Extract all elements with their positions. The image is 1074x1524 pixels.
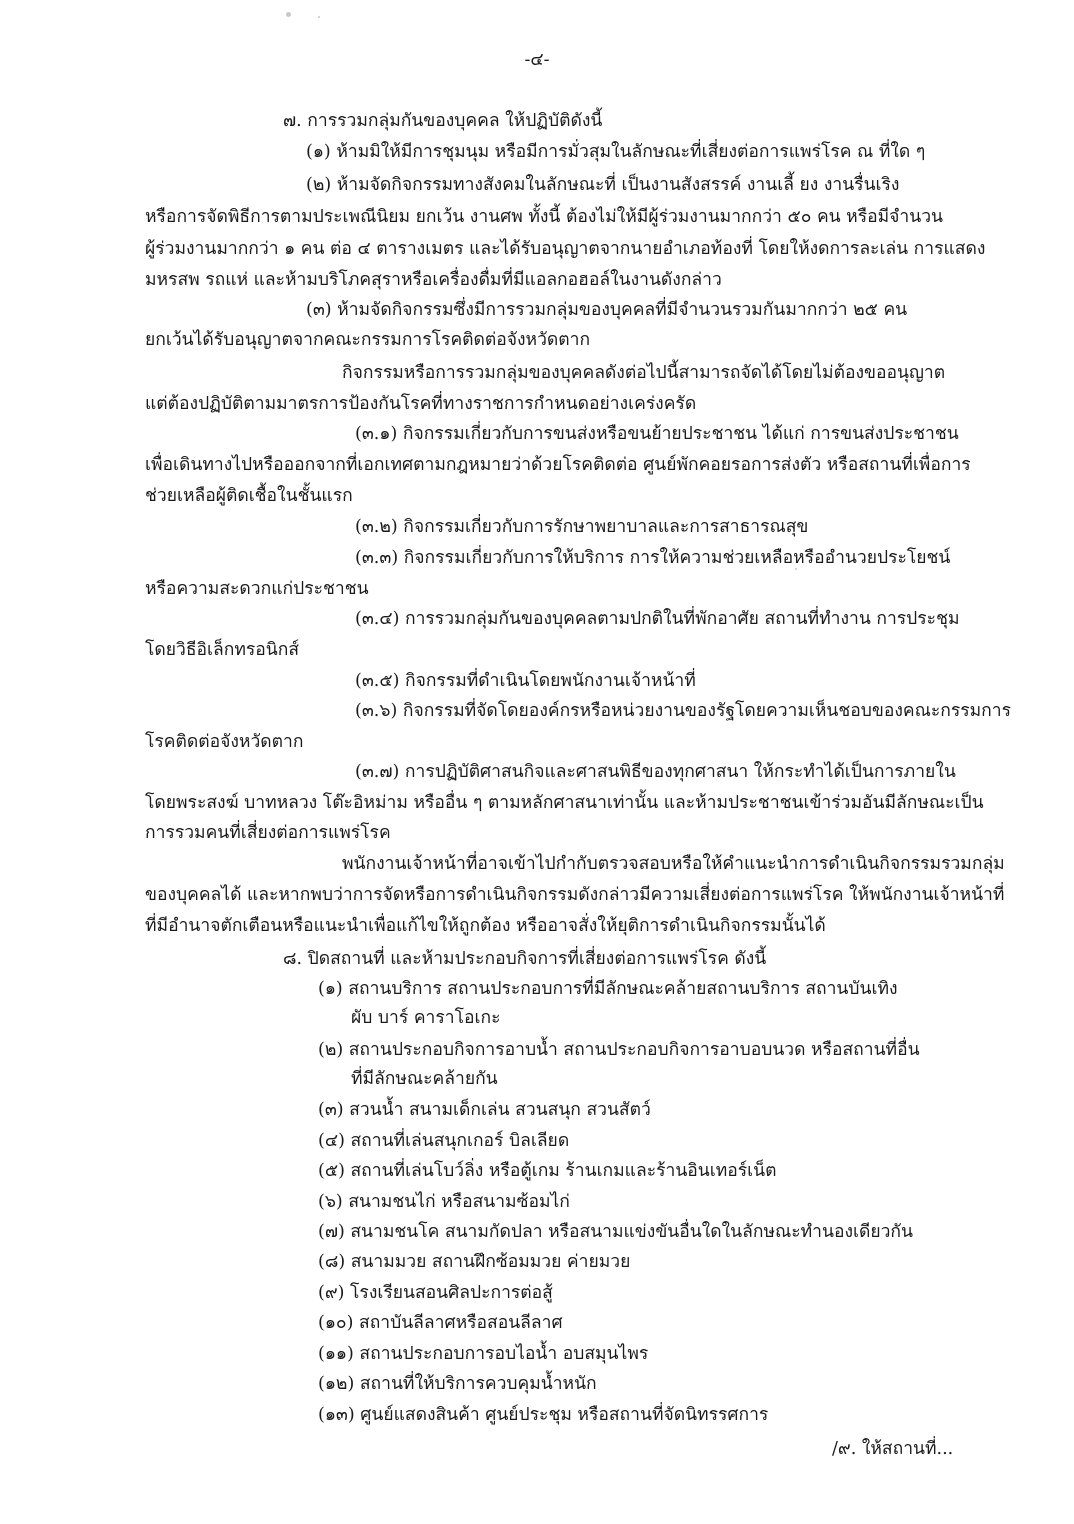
section-7-item-2-line: มหรสพ รถแห่ และห้ามบริโภคสุราหรือเครื่องดื่มที่มีแอลกอฮอล์ในงานดังกล่าว	[145, 270, 722, 290]
sub-item-3-4-line: โดยวิธีอิเล็กทรอนิกส์	[145, 640, 300, 660]
section-7-item-2-line: (๒) ห้ามจัดกิจกรรมทางสังคมในลักษณะที่ เป็นงานสังสรรค์ งานเลี้ ยง งานรื่นเริง	[306, 175, 900, 195]
section-8-item-line: ผับ บาร์ คาราโอเกะ	[351, 1008, 501, 1028]
scan-speck	[286, 12, 291, 17]
section-8-item-line: (๒) สถานประกอบกิจการอาบน้ำ สถานประกอบกิจการอาบอบนวด หรือสถานที่อื่น	[318, 1040, 920, 1060]
section-8-item: (๕) สถานที่เล่นโบว์ลิ่ง หรือตู้เกม ร้านเกมและร้านอินเทอร์เน็ต	[318, 1161, 777, 1181]
section-8-item: (๑๑) สถานประกอบการอบไอน้ำ อบสมุนไพร	[318, 1344, 649, 1364]
sub-item-3-2: (๓.๒) กิจกรรมเกี่ยวกับการรักษาพยาบาลและการสาธารณสุข	[355, 517, 809, 537]
sub-item-3-6-line: (๓.๖) กิจกรรมที่จัดโดยองค์กรหรือหน่วยงานของรัฐโดยความเห็นชอบของคณะกรรมการ	[355, 701, 1011, 721]
exempt-intro-line: กิจกรรมหรือการรวมกลุ่มของบุคคลดังต่อไปนี้สามารถจัดได้โดยไม่ต้องขออนุญาต	[342, 363, 946, 383]
exempt-intro-line: แต่ต้องปฏิบัติตามมาตรการป้องกันโรคที่ทางราชการกำหนดอย่างเคร่งครัด	[145, 394, 697, 414]
officer-para-line: ของบุคคลได้ และหากพบว่าการจัดหรือการดำเนินกิจกรรมดังกล่าวมีความเสี่ยงต่อการแพร่โรค ให้พนักงานเจ้าหน้าที่	[145, 885, 1005, 905]
officer-para-line: พนักงานเจ้าหน้าที่อาจเข้าไปกำกับตรวจสอบหรือให้คำแนะนำการดำเนินกิจกรรมรวมกลุ่ม	[342, 854, 1005, 874]
section-7-item-2-line: หรือการจัดพิธีการตามประเพณีนิยม ยกเว้น งานศพ ทั้งนี้ ต้องไม่ให้มีผู้ร่วมงานมากกว่า ๕๐ คน หรือมีจำนวน	[145, 207, 943, 227]
section-8-item: (๗) สนามชนโค สนามกัดปลา หรือสนามแข่งขันอื่นใดในลักษณะทำนองเดียวกัน	[318, 1222, 913, 1242]
scan-speck	[318, 16, 320, 18]
section-7-item-2-line: ผู้ร่วมงานมากกว่า ๑ คน ต่อ ๔ ตารางเมตร และได้รับอนุญาตจากนายอำเภอท้องที่ โดยให้งดการละเล่น การแสดง	[145, 239, 986, 259]
section-7-item-3-line: ยกเว้นได้รับอนุญาตจากคณะกรรมการโรคติดต่อจังหวัดตาก	[145, 330, 591, 350]
section-7-heading: ๗. การรวมกลุ่มกันของบุคคล ให้ปฏิบัติดังนี้	[283, 111, 603, 131]
continuation-note: /๙. ให้สถานที่...	[832, 1439, 954, 1459]
sub-item-3-7-line: โดยพระสงฆ์ บาทหลวง โต๊ะอิหม่าม หรืออื่น ๆ ตามหลักศาสนาเท่านั้น และห้ามประชาชนเข้าร่วมอันมีลักษณะเป็น	[145, 793, 984, 813]
sub-item-3-1-line: (๓.๑) กิจกรรมเกี่ยวกับการขนส่งหรือขนย้ายประชาชน ได้แก่ การขนส่งประชาชน	[355, 424, 959, 444]
sub-item-3-7-line: (๓.๗) การปฏิบัติศาสนกิจและศาสนพิธีของทุกศาสนา ให้กระทำได้เป็นการภายใน	[355, 762, 956, 782]
sub-item-3-6-line: โรคติดต่อจังหวัดตาก	[145, 732, 304, 752]
section-8-item: (๑๓) ศูนย์แสดงสินค้า ศูนย์ประชุม หรือสถานที่จัดนิทรรศการ	[318, 1405, 769, 1425]
sub-item-3-1-line: ช่วยเหลือผู้ติดเชื้อในชั้นแรก	[145, 486, 353, 506]
section-8-item: (๘) สนามมวย สถานฝึกซ้อมมวย ค่ายมวย	[318, 1252, 631, 1272]
sub-item-3-3-line: หรือความสะดวกแก่ประชาชน	[145, 579, 369, 599]
section-8-item: (๙) โรงเรียนสอนศิลปะการต่อสู้	[318, 1283, 553, 1303]
sub-item-3-7-line: การรวมคนที่เสี่ยงต่อการแพร่โรค	[145, 823, 391, 843]
section-8-item: (๓) สวนน้ำ สนามเด็กเล่น สวนสนุก สวนสัตว์	[318, 1100, 651, 1120]
page-number: -๔-	[524, 50, 550, 70]
section-7-item-3-line: (๓) ห้ามจัดกิจกรรมซึ่งมีการรวมกลุ่มของบุคคลที่มีจำนวนรวมกันมากกว่า ๒๕ คน	[306, 300, 908, 320]
section-7-item-1: (๑) ห้ามมิให้มีการชุมนุม หรือมีการมั่วสุมในลักษณะที่เสี่ยงต่อการแพร่โรค ณ ที่ใด ๆ	[306, 142, 926, 162]
section-8-item: (๔) สถานที่เล่นสนุกเกอร์ บิลเลียด	[318, 1131, 570, 1151]
section-8-item: (๑๐) สถาบันลีลาศหรือสอนลีลาศ	[318, 1313, 563, 1333]
sub-item-3-1-line: เพื่อเดินทางไปหรือออกจากที่เอกเทศตามกฎหมายว่าด้วยโรคติดต่อ ศูนย์พักคอยรอการส่งตัว หรือสถานที่เพื่อการ	[145, 455, 971, 475]
sub-item-3-3-line: (๓.๓) กิจกรรมเกี่ยวกับการให้บริการ การให้ความช่วยเหลือหรืออำนวยประโยชน์	[355, 548, 951, 568]
sub-item-3-5: (๓.๕) กิจกรรมที่ดำเนินโดยพนักงานเจ้าหน้าที่	[355, 671, 696, 691]
section-8-item-line: (๑) สถานบริการ สถานประกอบการที่มีลักษณะคล้ายสถานบริการ สถานบันเทิง	[318, 979, 898, 999]
sub-item-3-4-line: (๓.๔) การรวมกลุ่มกันของบุคคลตามปกติในที่พักอาศัย สถานที่ทำงาน การประชุม	[355, 609, 960, 629]
officer-para-line: ที่มีอำนาจตักเตือนหรือแนะนำเพื่อแก้ไขให้ถูกต้อง หรืออาจสั่งให้ยุติการดำเนินกิจกรรมนั้นได้	[145, 916, 826, 936]
section-8-item: (๖) สนามชนไก่ หรือสนามซ้อมไก่	[318, 1192, 570, 1212]
section-8-item: (๑๒) สถานที่ให้บริการควบคุมน้ำหนัก	[318, 1374, 597, 1394]
section-8-item-line: ที่มีลักษณะคล้ายกัน	[351, 1069, 498, 1089]
section-8-heading: ๘. ปิดสถานที่ และห้ามประกอบกิจการที่เสี่ยงต่อการแพร่โรค ดังนี้	[283, 949, 767, 969]
